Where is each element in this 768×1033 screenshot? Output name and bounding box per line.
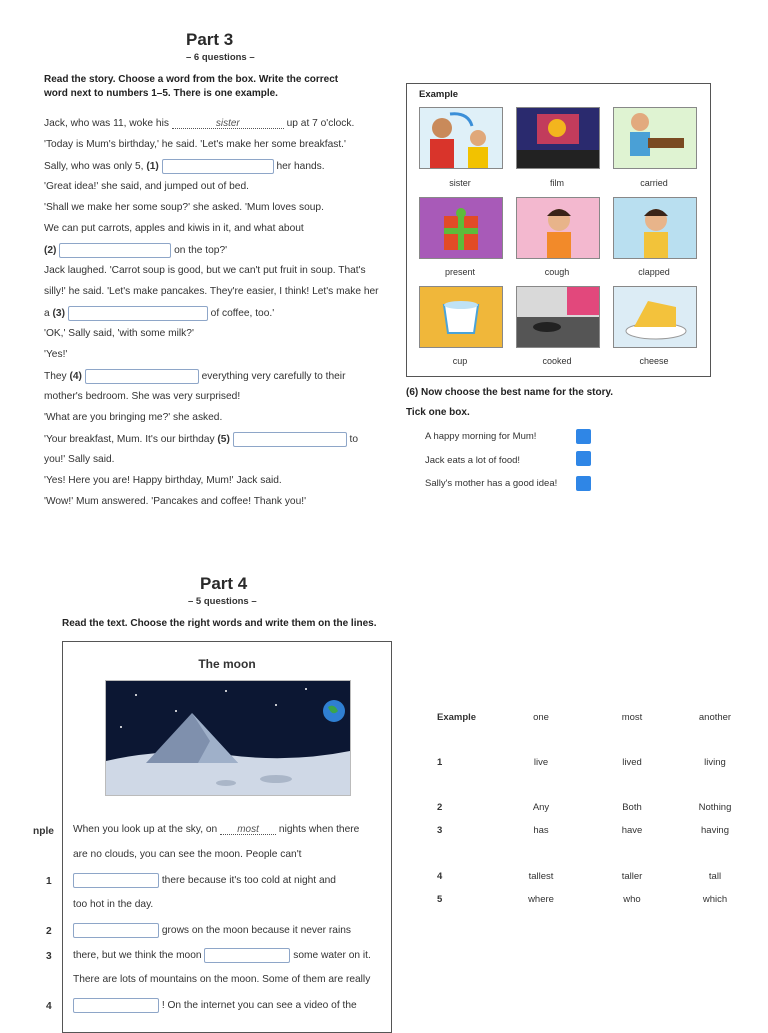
option-word: Any: [532, 802, 550, 813]
options-row-label: Example: [437, 712, 477, 723]
option-word: another: [698, 712, 732, 723]
word-caption: film: [550, 178, 564, 188]
option-word: who: [623, 894, 641, 905]
question-number: 1: [46, 876, 52, 887]
options-row-label: 5: [437, 894, 443, 905]
story-line: We can put carrots, apples and kiwis in it, and what about: [44, 223, 304, 234]
option-word: taller: [621, 871, 643, 882]
options-row-label: 2: [437, 802, 443, 813]
instruction-line: word next to numbers 1–5. There is one example.: [44, 88, 278, 99]
answer-input-4[interactable]: [85, 369, 199, 384]
story-line: 'Yes!': [44, 349, 68, 360]
option-word: most: [621, 712, 643, 723]
story-line: Sally, who was only 5, (1) her hands.: [44, 159, 394, 180]
option-word: one: [533, 712, 549, 723]
picture-present: [419, 197, 503, 259]
text-line: there, but we think the moon some water on it.: [73, 948, 393, 973]
picture-carried: [613, 107, 697, 169]
story-line: 'Shall we make her some soup?' she asked. 'Mum loves soup.: [44, 202, 324, 213]
q6-option-3: Sally's mother has a good idea!: [425, 478, 558, 489]
answer-input-3[interactable]: [204, 948, 290, 963]
story-line: a (3) of coffee, too.': [44, 306, 394, 327]
moon-illustration: [105, 680, 351, 796]
q6-prompt: (6) Now choose the best name for the story.: [406, 387, 614, 398]
picture-cup: [419, 286, 503, 348]
option-word: living: [704, 757, 726, 768]
picture-cooked: [516, 286, 600, 348]
story-line: Jack, who was 11, woke his sister up at 7 o'clock.: [44, 118, 355, 129]
story-line: They (4) everything very carefully to their: [44, 369, 394, 390]
q6-option-2: Jack eats a lot of food!: [425, 455, 521, 466]
part4-instruction: Read the text. Choose the right words and write them on the lines.: [62, 618, 377, 629]
text-line: grows on the moon because it never rains: [73, 923, 393, 948]
picture-clapped: [613, 197, 697, 259]
options-row-label: 4: [437, 871, 443, 882]
option-word: Both: [622, 802, 642, 813]
answer-input-5[interactable]: [233, 432, 347, 447]
option-word: live: [533, 757, 549, 768]
text-line: are no clouds, you can see the moon. People can't: [73, 849, 302, 860]
story-line: 'Wow!' Mum answered. 'Pancakes and coffee! Thank you!': [44, 496, 307, 507]
example-answer: sister: [172, 117, 284, 129]
part3-story: [44, 117, 394, 516]
example-answer: most: [220, 823, 276, 835]
picture-cheese: [613, 286, 697, 348]
q6-tick-box-3[interactable]: [576, 476, 591, 491]
instruction-line: Read the story. Choose a word from the box. Write the correct: [44, 74, 339, 85]
option-word: which: [702, 894, 728, 905]
option-word: has: [533, 825, 549, 836]
word-caption: cough: [544, 267, 570, 277]
text-line: ! On the internet you can see a video of the: [73, 998, 393, 1023]
q6-tick-box-2[interactable]: [576, 451, 591, 466]
question-number: 3: [46, 951, 52, 962]
word-caption: cooked: [542, 356, 572, 366]
answer-input-4[interactable]: [73, 998, 159, 1013]
story-line: mother's bedroom. She was very surprised!: [44, 391, 241, 402]
text-line: there because it's too cold at night and: [73, 873, 393, 898]
part3-title: Part 3: [186, 30, 234, 49]
part4-subtitle: – 5 questions –: [188, 596, 257, 607]
word-box: [406, 83, 711, 377]
answer-input-1[interactable]: [73, 873, 159, 888]
question-number: 4: [46, 1001, 52, 1012]
answer-input-2[interactable]: [59, 243, 171, 258]
option-word: having: [701, 825, 729, 836]
option-word: tall: [708, 871, 722, 882]
story-line: 'What are you bringing me?' she asked.: [44, 412, 223, 423]
part3-instructions: [44, 73, 384, 101]
moon-text: [73, 823, 393, 1023]
story-line: 'Yes! Here you are! Happy birthday, Mum!' Jack said.: [44, 475, 282, 486]
word-caption: carried: [640, 178, 668, 188]
word-caption: present: [444, 267, 476, 277]
option-word: Nothing: [698, 802, 732, 813]
q6-option-1: A happy morning for Mum!: [425, 431, 537, 442]
text-line: There are lots of mountains on the moon. Some of them are really: [73, 974, 371, 985]
answer-input-2[interactable]: [73, 923, 159, 938]
story-line: 'Today is Mum's birthday,' he said. 'Let's make her some breakfast.': [44, 139, 346, 150]
story-line: 'OK,' Sally said, 'with some milk?': [44, 328, 194, 339]
story-line: you!' Sally said.: [44, 454, 115, 465]
q6-tick-instruction: Tick one box.: [406, 407, 470, 418]
text-line: too hot in the day.: [73, 899, 154, 910]
option-word: where: [528, 894, 554, 905]
word-caption: sister: [449, 178, 471, 188]
options-row-label: 1: [437, 757, 443, 768]
option-word: lived: [622, 757, 642, 768]
word-caption: clapped: [638, 267, 670, 277]
story-line: 'Your breakfast, Mum. It's our birthday (5) to: [44, 432, 394, 453]
picture-cough: [516, 197, 600, 259]
q6-tick-box-1[interactable]: [576, 429, 591, 444]
word-caption: cup: [452, 356, 468, 366]
text-title: The moon: [198, 657, 256, 671]
picture-sister: [419, 107, 503, 169]
options-row-label: 3: [437, 825, 443, 836]
story-line: 'Great idea!' she said, and jumped out of bed.: [44, 181, 249, 192]
part3-subtitle: – 6 questions –: [186, 52, 255, 63]
story-line: (2) on the top?': [44, 243, 394, 264]
option-word: tallest: [528, 871, 554, 882]
example-side-label: nple: [33, 826, 54, 837]
word-box-heading: Example: [419, 89, 459, 100]
text-line: When you look up at the sky, on most nights when there: [73, 824, 360, 835]
question-number: 2: [46, 926, 52, 937]
answer-input-3[interactable]: [68, 306, 208, 321]
option-word: have: [621, 825, 643, 836]
story-line: Jack laughed. 'Carrot soup is good, but we can't put fruit in soup. That's: [44, 265, 366, 276]
answer-input-1[interactable]: [162, 159, 274, 174]
part4-title: Part 4: [200, 574, 248, 593]
word-caption: cheese: [639, 356, 669, 366]
picture-film: [516, 107, 600, 169]
story-line: silly!' he said. 'Let's make pancakes. They're easier, I think! Let's make her: [44, 286, 379, 297]
